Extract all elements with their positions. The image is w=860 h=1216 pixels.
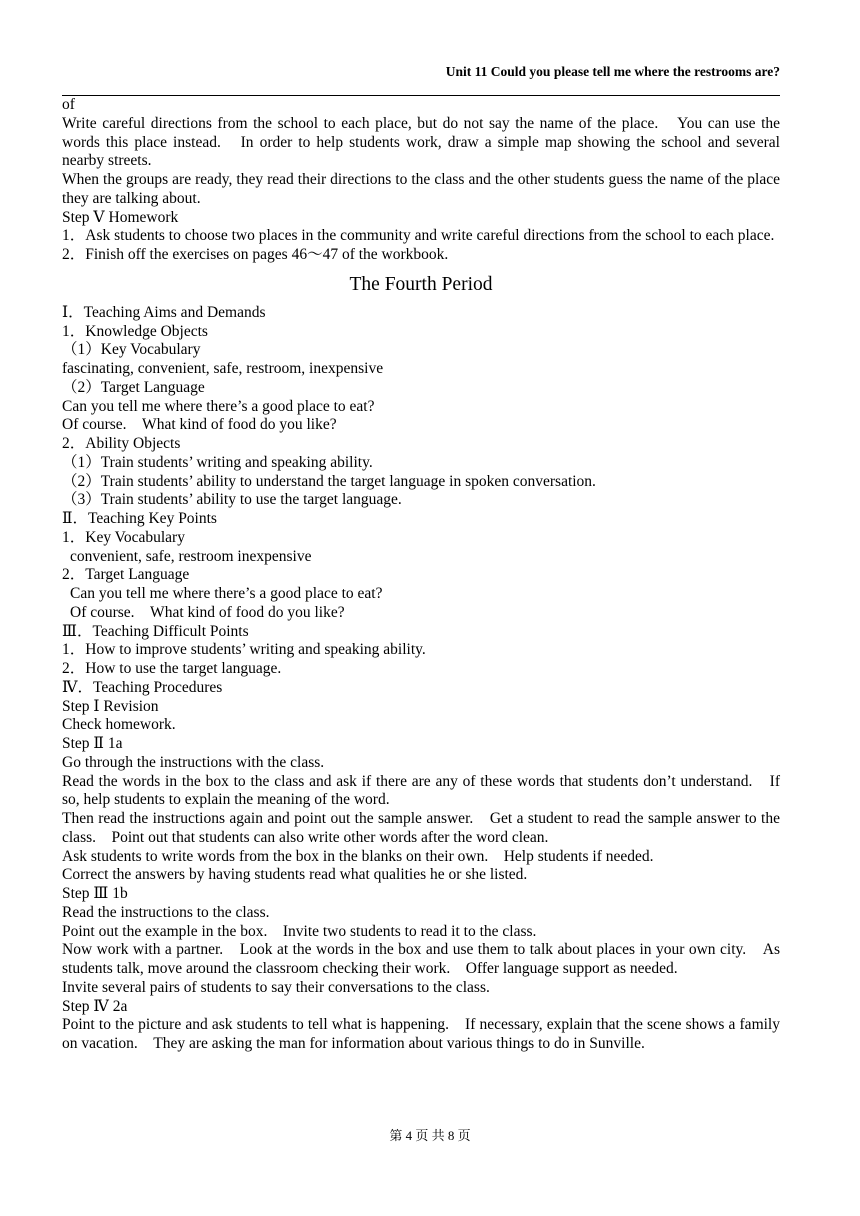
subheading: 1．Knowledge Objects xyxy=(62,322,208,340)
step-heading: Step Ⅳ 2a xyxy=(62,997,128,1015)
list-item: （3）Train students’ ability to use the target language. xyxy=(62,491,402,509)
list-item: 2．How to use the target language. xyxy=(62,660,282,677)
step-heading: Step Ⅰ Revision xyxy=(62,697,159,715)
text-line: Read the instructions to the class. xyxy=(62,903,270,921)
document-body xyxy=(62,96,780,1054)
section-heading: Ⅰ．Teaching Aims and Demands xyxy=(62,303,266,321)
list-item: 2．Finish off the exercises on pages 46～47 of the workbook. xyxy=(62,246,449,263)
paragraph: Read the words in the box to the class and ask if there are any of these words that students don’t understand. If so, help students to explain the meaning of the word. xyxy=(62,772,780,809)
step-heading: Step Ⅴ Homework xyxy=(62,208,179,226)
step-heading: Step Ⅱ 1a xyxy=(62,735,123,752)
paragraph: When the groups are ready, they read their directions to the class and the other students guess the name of the place they are talking about. xyxy=(62,171,780,207)
subheading: （2）Target Language xyxy=(62,378,205,396)
section-heading: Ⅱ．Teaching Key Points xyxy=(62,510,217,527)
text-line: Can you tell me where there’s a good place to eat? xyxy=(62,397,375,415)
paragraph: Write careful directions from the school to each place, but do not say the name of the place. You can use the words this place instead. In order to help students work, draw a simple map showing the school and several nearby streets. xyxy=(62,114,780,170)
subheading: （1）Key Vocabulary xyxy=(62,341,201,359)
text-line: Of course. What kind of food do you like? xyxy=(70,603,345,621)
running-header: Unit 11 Could you please tell me where the restrooms are? xyxy=(445,64,780,79)
section-heading: Ⅲ．Teaching Difficult Points xyxy=(62,622,249,640)
text-line: Can you tell me where there’s a good place to eat? xyxy=(70,585,383,602)
step-heading: Step Ⅲ 1b xyxy=(62,885,128,902)
paragraph: Now work with a partner. Look at the words in the box and use them to talk about places in your own city. As students talk, move around the classroom checking their work. Offer language support as needed. xyxy=(62,941,780,977)
section-heading: Ⅳ．Teaching Procedures xyxy=(62,678,223,696)
text-line: Correct the answers by having students read what qualities he or she listed. xyxy=(62,866,528,884)
subheading: 2．Target Language xyxy=(62,566,190,584)
subheading: 2．Ability Objects xyxy=(62,435,181,452)
text-line: Check homework. xyxy=(62,716,176,734)
subheading: 1．Key Vocabulary xyxy=(62,528,185,546)
text-line: Ask students to write words from the box in the blanks on their own. Help students if needed. xyxy=(62,847,654,865)
list-item: （1）Train students’ writing and speaking ability. xyxy=(62,453,373,471)
paragraph: Point to the picture and ask students to tell what is happening. If necessary, explain that the scene shows a family on vacation. They are asking the man for information about various things to do in Sunville. xyxy=(62,1016,780,1052)
text-line: Invite several pairs of students to say their conversations to the class. xyxy=(62,978,490,996)
text-line: Of course. What kind of food do you like? xyxy=(62,416,337,434)
text-line: of xyxy=(62,96,75,113)
text-line: fascinating, convenient, safe, restroom, inexpensive xyxy=(62,360,384,377)
section-title: The Fourth Period xyxy=(349,273,493,295)
text-line: convenient, safe, restroom inexpensive xyxy=(70,547,312,565)
text-line: Go through the instructions with the class. xyxy=(62,753,325,771)
list-item: 1．Ask students to choose two places in the community and write careful directions from the school to each place. xyxy=(62,227,775,245)
page-footer: 第 4 页 共 8 页 xyxy=(389,1128,471,1143)
list-item: 1．How to improve students’ writing and speaking ability. xyxy=(62,641,426,659)
list-item: （2）Train students’ ability to understand the target language in spoken conversation. xyxy=(62,472,596,490)
paragraph: Then read the instructions again and point out the sample answer. Get a student to read the sample answer to the class. Point out that students can also write other words after the word clean. xyxy=(62,810,780,846)
text-line: Point out the example in the box. Invite two students to read it to the class. xyxy=(62,922,537,940)
